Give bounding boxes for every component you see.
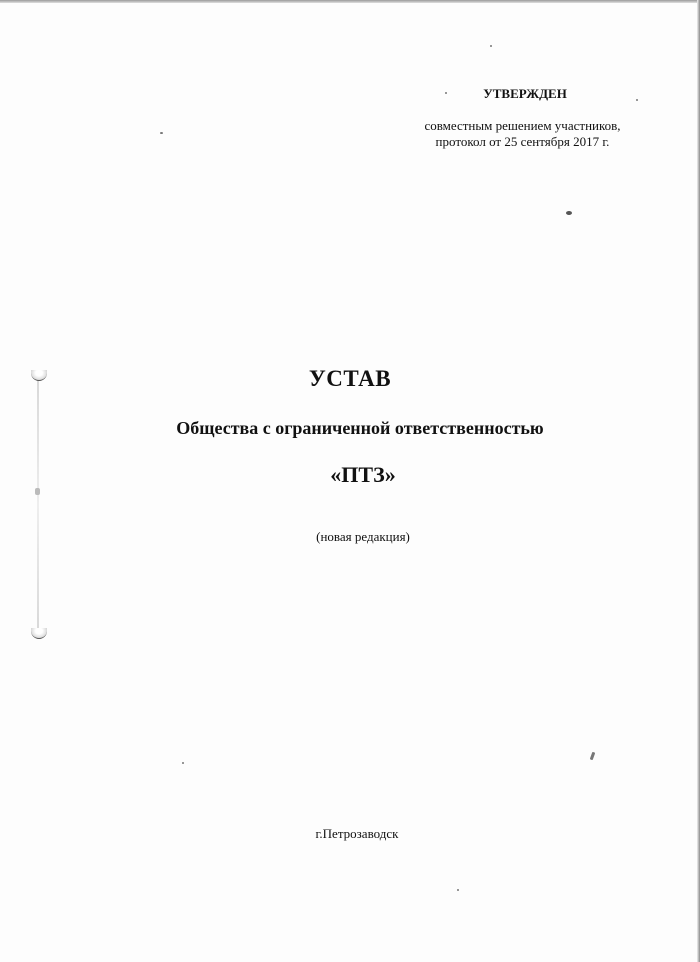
- binding-line: [37, 378, 39, 633]
- scan-speck: [445, 92, 447, 94]
- document-title: УСТАВ: [308, 366, 392, 391]
- punch-mark: [35, 488, 40, 495]
- scan-speck: [182, 762, 184, 764]
- scan-speck: [636, 99, 638, 101]
- city-name: г.Петрозаводск: [315, 826, 399, 841]
- scan-speck: [160, 132, 163, 134]
- company-name: «ПТЗ»: [330, 462, 396, 487]
- scan-speck: [590, 752, 596, 761]
- scan-top-edge: [0, 0, 700, 3]
- edition-note: (новая редакция): [316, 529, 410, 544]
- scan-speck: [566, 211, 572, 215]
- punch-hole-bottom: [31, 628, 47, 639]
- approval-protocol: протокол от 25 сентября 2017 г.: [435, 134, 610, 149]
- scan-speck: [490, 45, 492, 47]
- scan-speck: [457, 889, 459, 891]
- approval-title: УТВЕРЖДЕН: [483, 86, 567, 101]
- approval-decision: совместным решением участников,: [424, 118, 621, 133]
- document-subtitle: Общества с ограниченной ответственностью: [176, 418, 544, 438]
